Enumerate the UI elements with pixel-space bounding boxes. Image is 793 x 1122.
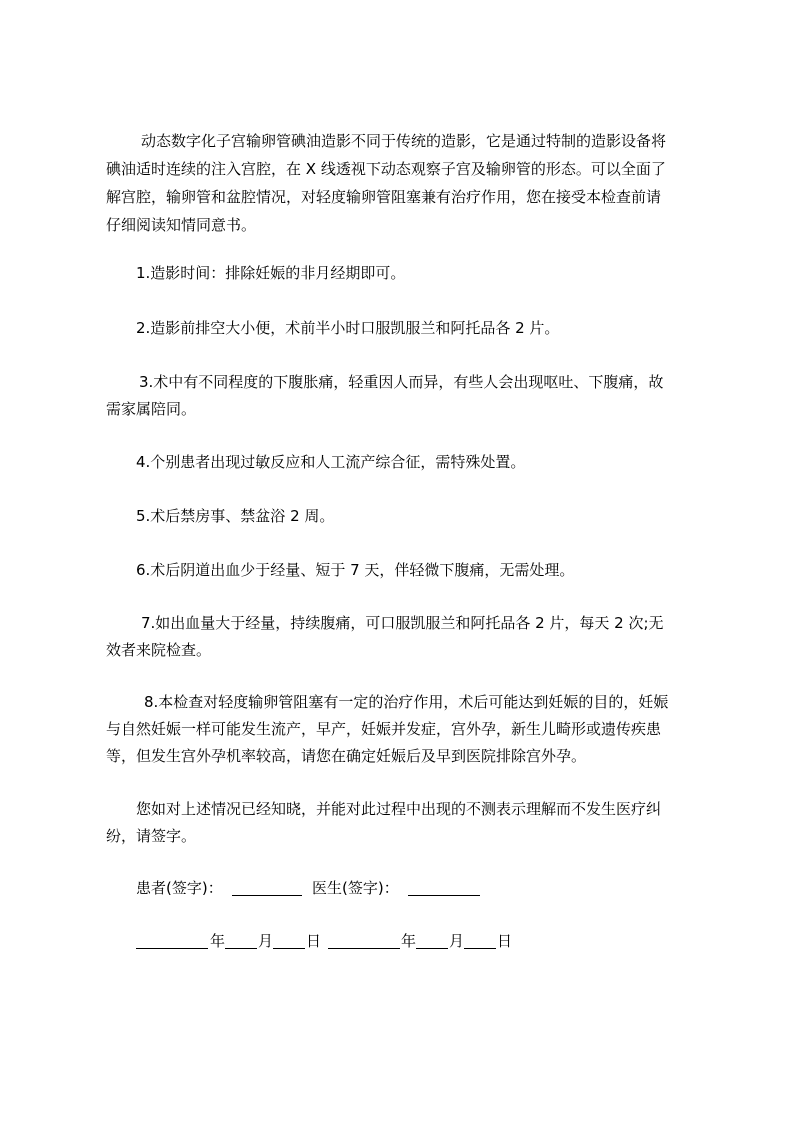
item-line: 需家属陪同。: [106, 400, 197, 418]
item-line: 8.本检查对轻度输卵管阻塞有一定的治疗作用，术后可能达到妊娠的目的，妊娠: [144, 693, 669, 711]
patient-day-field[interactable]: [273, 932, 305, 949]
year-label: 年: [401, 932, 417, 950]
item-line: 1.造影时间：排除妊娠的非月经期即可。: [136, 264, 406, 282]
patient-month-field[interactable]: [225, 932, 257, 949]
doctor-year-field[interactable]: [328, 932, 400, 949]
day-label: 日: [497, 932, 513, 950]
item-line: 5.术后禁房事、禁盆浴 2 周。: [136, 507, 335, 525]
doctor-signature-label: 医生(签字)：: [312, 879, 399, 897]
intro-line: 碘油适时连续的注入宫腔，在 X 线透视下动态观察子宫及输卵管的形态。可以全面了: [106, 160, 666, 178]
intro-line: 解宫腔，输卵管和盆腔情况，对轻度输卵管阻塞兼有治疗作用，您在接受本检查前请: [106, 188, 662, 206]
patient-signature-label: 患者(签字)：: [136, 879, 223, 897]
year-label: 年: [210, 932, 226, 950]
item-line: 6.术后阴道出血少于经量、短于 7 天，伴轻微下腹痛，无需处理。: [136, 561, 575, 579]
month-label: 月: [449, 932, 465, 950]
item-line: 4.个别患者出现过敏反应和人工流产综合征，需特殊处置。: [136, 453, 526, 471]
item-line: 2.造影前排空大小便，术前半小时口服凯服兰和阿托品各 2 片。: [136, 319, 560, 337]
month-label: 月: [258, 932, 274, 950]
item-line: 3.术中有不同程度的下腹胀痛，轻重因人而异，有些人会出现呕吐、下腹痛，故: [139, 373, 664, 391]
doctor-day-field[interactable]: [464, 932, 496, 949]
closing-line: 您如对上述情况已经知晓，并能对此过程中出现的不测表示理解而不发生医疗纠: [136, 800, 662, 818]
patient-signature-field[interactable]: [232, 879, 302, 896]
item-line: 效者来院检查。: [106, 641, 212, 659]
item-line: 与自然妊娠一样可能发生流产，早产，妊娠并发症，宫外孕，新生儿畸形或遗传疾患: [106, 720, 662, 738]
intro-line: 仔细阅读知情同意书。: [106, 216, 257, 234]
item-line: 等，但发生宫外孕机率较高，请您在确定妊娠后及早到医院排除宫外孕。: [106, 747, 587, 765]
doctor-signature-field[interactable]: [408, 879, 480, 896]
closing-line: 纷，请签字。: [106, 827, 197, 845]
patient-year-field[interactable]: [136, 932, 208, 949]
intro-line: 动态数字化子宫输卵管碘油造影不同于传统的造影，它是通过特制的造影设备将: [141, 132, 667, 150]
doctor-month-field[interactable]: [416, 932, 448, 949]
day-label: 日: [306, 932, 322, 950]
item-line: 7.如出血量大于经量，持续腹痛，可口服凯服兰和阿托品各 2 片，每天 2 次;无: [141, 614, 664, 632]
